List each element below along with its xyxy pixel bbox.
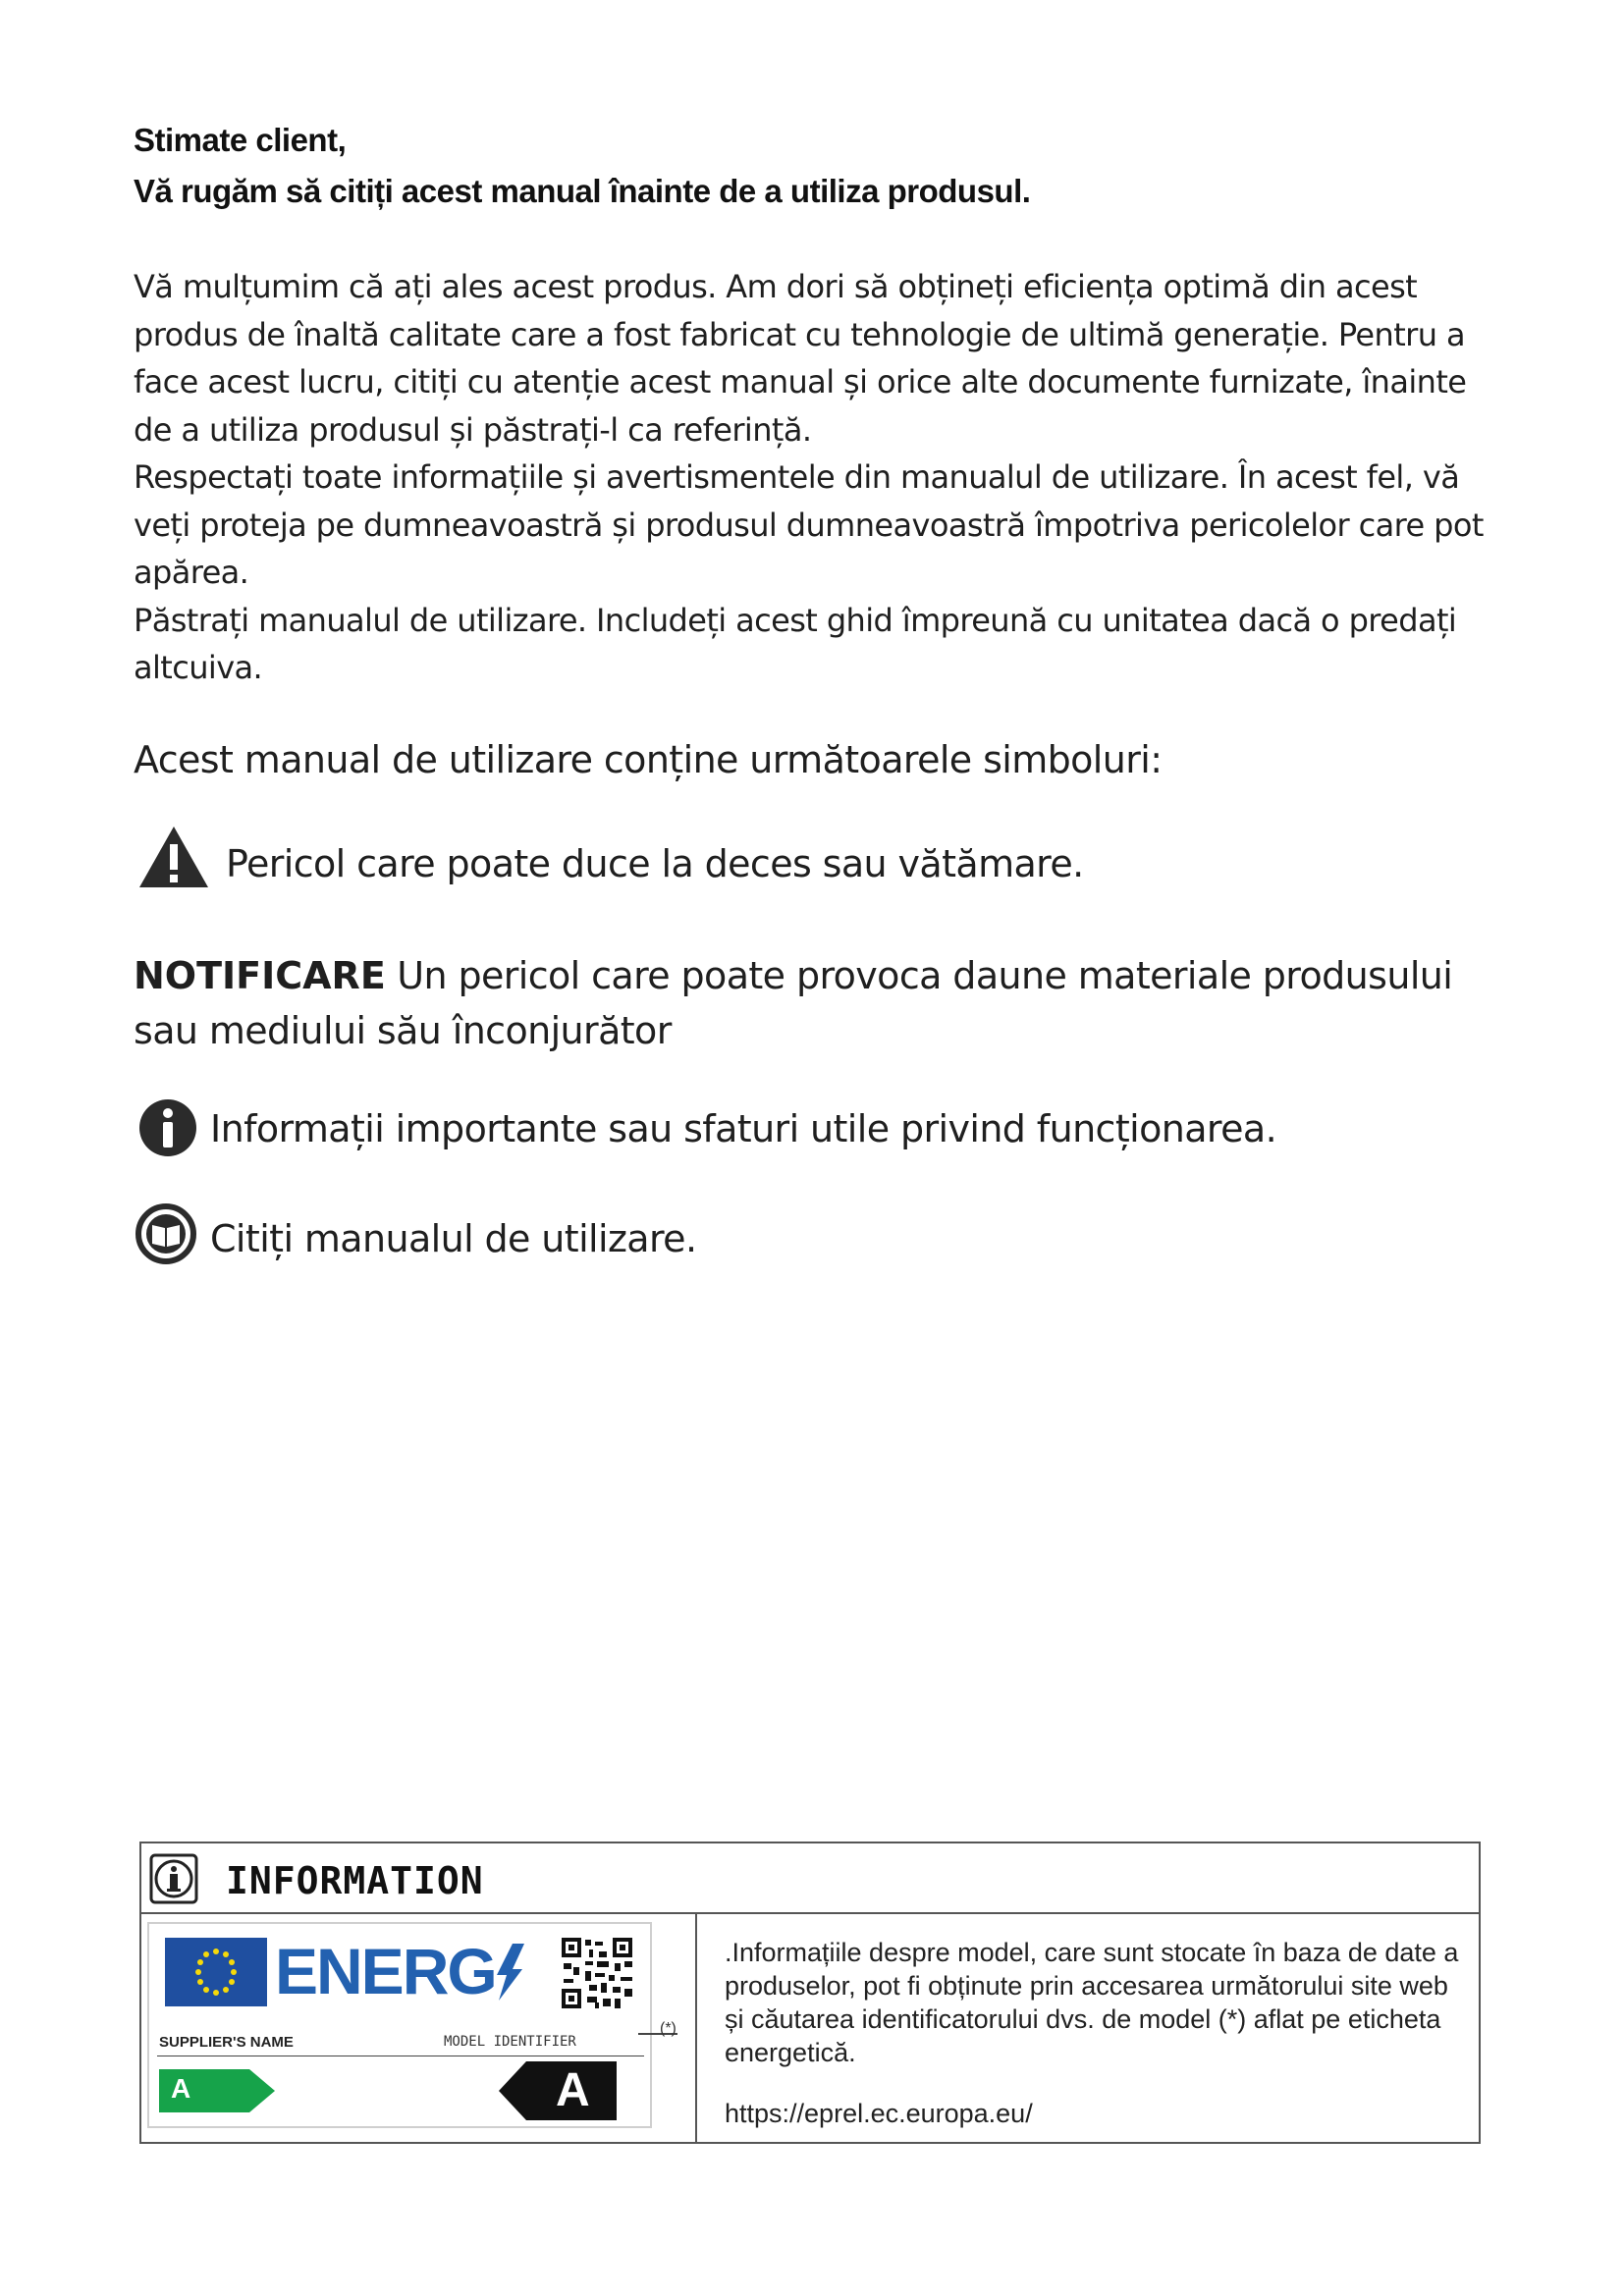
model-marker: (*) xyxy=(660,2020,677,2037)
greeting-line-2: Vă rugăm să citiți acest manual înainte de a utiliza produsul. xyxy=(134,173,1031,209)
information-header xyxy=(141,1843,1479,1914)
information-title: INFORMATION xyxy=(226,1859,484,1902)
intro-text xyxy=(134,263,1508,692)
information-description xyxy=(725,1936,1471,2069)
model-identifier-label: MODEL IDENTIFIER xyxy=(444,2034,576,2050)
warning-text: Pericol care poate duce la deces sau vătămare. xyxy=(226,842,1084,885)
intro-paragraph-1: Vă mulțumim că ați ales acest produs. Am dori să obțineți eficiența optimă din acest produs de înaltă calitate care a fost fabricat cu tehnologie de ultimă generație. Pentru a face acest lucru, citiți cu atenție acest manual și orice alte documente furnizate, înainte de a utiliza produsul și păstrați-l ca referință. xyxy=(134,268,1467,449)
notice-label: NOTIFICARE xyxy=(134,954,386,997)
notice-text: Un pericol care poate provoca daune materiale produsului sau mediului său înconjurător xyxy=(134,954,1453,1052)
eu-flag-icon xyxy=(165,1938,267,2006)
energy-label xyxy=(147,1922,652,2128)
information-description-text: .Informațiile despre model, care sunt stocate în baza de date a produselor, pot fi obținute prin accesarea următorului site web și căutarea identificatorului dvs. de model (*) aflat pe eticheta energetică. xyxy=(725,1938,1459,2067)
warning-triangle-icon xyxy=(137,825,210,889)
energy-class-scale-letter: A xyxy=(171,2073,191,2104)
greeting-line-1: Stimate client, xyxy=(134,122,347,158)
manual-text: Citiți manualul de utilizare. xyxy=(210,1217,697,1260)
book-icon xyxy=(135,1203,196,1264)
notice-block xyxy=(134,948,1528,1058)
info-square-icon xyxy=(149,1853,198,1904)
intro-paragraph-2: Respectați toate informațiile și avertismentele din manualul de utilizare. În acest fel, vă veți proteja pe dumneavoastră și produsul dumneavoastră împotriva pericolelor care pot apărea. xyxy=(134,458,1484,591)
energy-word: ENERG xyxy=(275,1935,496,2007)
symbols-heading: Acest manual de utilizare conține următoarele simboluri: xyxy=(134,738,1163,781)
lightning-bolt-icon xyxy=(495,1944,524,2001)
information-box xyxy=(139,1842,1481,2144)
qr-code-icon xyxy=(562,1938,632,2008)
eprel-link[interactable]: https://eprel.ec.europa.eu/ xyxy=(725,2099,1033,2128)
supplier-name-label: SUPPLIER'S NAME xyxy=(159,2034,294,2051)
information-divider xyxy=(695,1914,697,2144)
energy-class-rating-letter: A xyxy=(556,2064,590,2116)
intro-paragraph-3: Păstrați manualul de utilizare. Includeți acest ghid împreună cu unitatea dacă o predați altcuiva. xyxy=(134,601,1457,686)
info-circle-icon xyxy=(137,1097,198,1158)
info-text: Informații importante sau sfaturi utile privind funcționarea. xyxy=(210,1107,1277,1150)
